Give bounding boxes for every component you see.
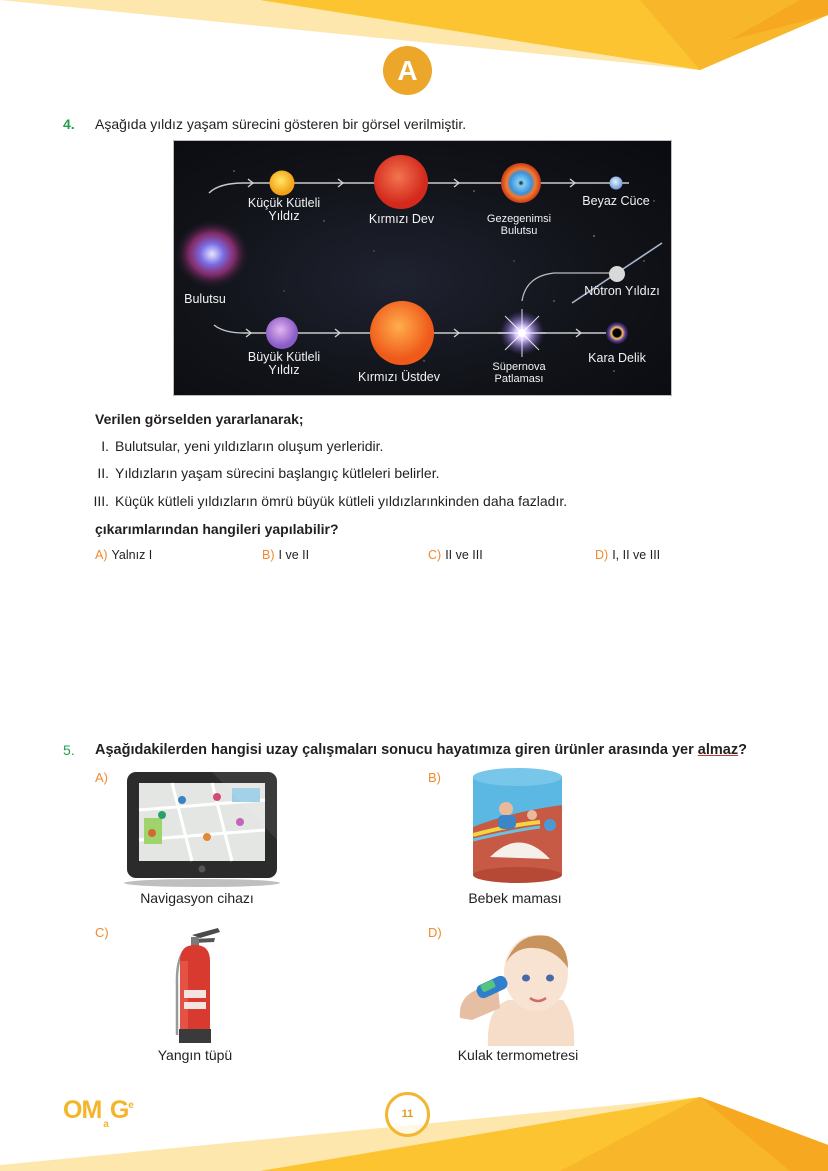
tablet-navigation-icon	[122, 770, 282, 888]
choice-b[interactable]: B) I ve II	[262, 548, 310, 562]
question-5-prompt: Aşağıdakilerden hangisi uzay çalışmaları sonucu hayatımıza giren ürünler arasında yer almaz?	[95, 742, 747, 758]
option-a-letter[interactable]: A)	[95, 770, 108, 785]
label-small-star: Küçük Kütleli Yıldız	[247, 196, 321, 223]
label-white-dwarf: Beyaz Cüce	[582, 194, 650, 208]
option-c-letter[interactable]: C)	[95, 925, 109, 940]
brand-logo: $OM_aG^e$	[63, 1096, 133, 1130]
option-a-caption: Navigasyon cihazı	[140, 890, 254, 906]
question-4-ending: çıkarımlarından hangileri yapılabilir?	[95, 521, 339, 537]
statement-2: II. Yıldızların yaşam sürecini başlangıç kütleleri belirler.	[97, 465, 440, 481]
question-4-prompt: Aşağıda yıldız yaşam sürecini gösteren bir görsel verilmiştir.	[95, 116, 467, 132]
question-5-number: 5.	[63, 742, 75, 758]
label-planetary-nebula: Gezegenimsi Bulutsu	[486, 213, 552, 237]
statements-lead: Verilen görselden yararlanarak;	[95, 411, 304, 427]
section-badge: A	[383, 46, 432, 95]
statement-3: III. Küçük kütleli yıldızların ömrü büyük kütleli yıldızlarınkinden daha fazladır.	[93, 493, 568, 509]
page-number: 11	[385, 1092, 430, 1137]
baby-formula-can-icon	[470, 767, 565, 885]
choice-c[interactable]: C) II ve III	[428, 548, 483, 562]
label-red-giant: Kırmızı Dev	[368, 212, 435, 226]
option-b-letter[interactable]: B)	[428, 770, 441, 785]
label-massive-star: Büyük Kütleli Yıldız	[247, 350, 321, 377]
choice-d[interactable]: D) I, II ve III	[595, 548, 661, 562]
label-neutron-star: Nötron Yıldızı	[584, 284, 660, 298]
statement-1: I. Bulutsular, yeni yıldızların oluşum yerleridir.	[101, 438, 384, 454]
option-b-caption: Bebek maması	[468, 890, 562, 906]
star-lifecycle-diagram	[173, 140, 672, 396]
option-d-caption: Kulak termometresi	[457, 1047, 579, 1063]
label-black-hole: Kara Delik	[588, 351, 646, 365]
label-nebula: Bulutsu	[184, 292, 226, 306]
option-d-letter[interactable]: D)	[428, 925, 442, 940]
ear-thermometer-icon	[458, 928, 578, 1046]
fire-extinguisher-icon	[170, 925, 225, 1047]
question-4-number: 4.	[63, 116, 75, 132]
choice-a[interactable]: A) Yalnız I	[95, 548, 153, 562]
label-red-supergiant: Kırmızı Üstdev	[358, 370, 440, 384]
label-supernova: Süpernova Patlaması	[492, 361, 546, 385]
option-c-caption: Yangın tüpü	[157, 1047, 233, 1063]
